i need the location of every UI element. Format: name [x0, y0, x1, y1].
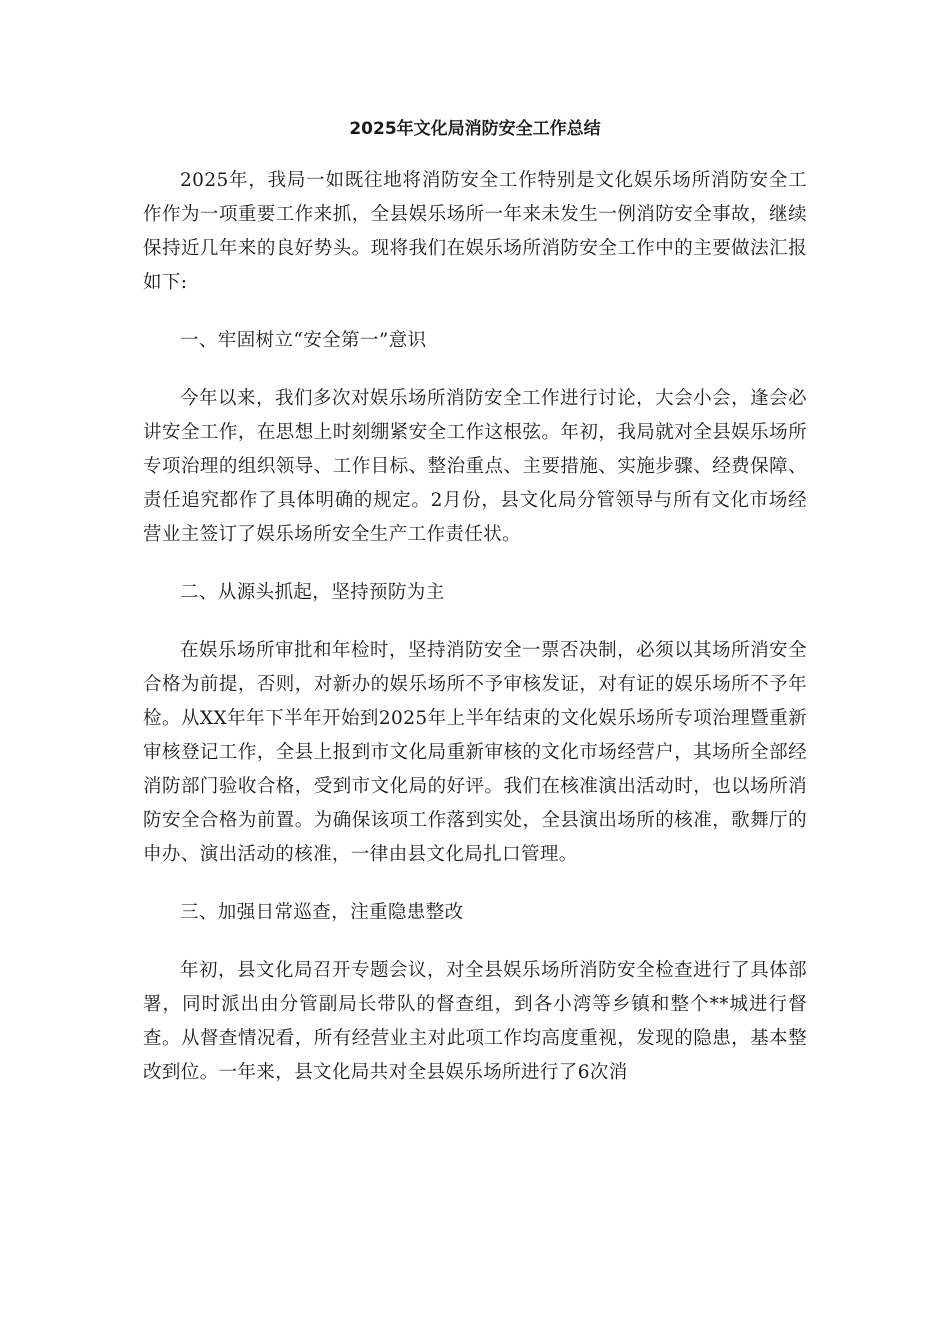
document-title: 2025年文化局消防安全工作总结 — [349, 119, 601, 139]
section-body-3: 年初，县文化局召开专题会议，对全县娱乐场所消防安全检查进行了具体部署，同时派出由分管副局长带队的督查组，到各小湾等乡镇和整个**城进行督查。从督查情况看，所有经营业主对此项工作均高度重视，发现的隐患，基本整改到位。一年来，县文化局共对全县娱乐场所进行了6次消 — [143, 960, 807, 1083]
section-heading-1: 一、牢固树立“安全第一”意识 — [180, 330, 427, 351]
intro-paragraph: 2025年，我局一如既往地将消防安全工作特别是文化娱乐场所消防安全工作作为一项重要工作来抓，全县娱乐场所一年来未发生一例消防安全事故，继续保持近几年来的良好势头。现将我们在娱乐场所消防安全工作中的主要做法汇报如下: — [143, 170, 807, 293]
section-heading-3: 三、加强日常巡查，注重隐患整改 — [180, 902, 464, 923]
section-heading-2: 二、从源头抓起，坚持预防为主 — [180, 582, 445, 603]
section-body-2: 在娱乐场所审批和年检时，坚持消防安全一票否决制，必须以其场所消安全合格为前提，否则，对新办的娱乐场所不予审核发证，对有证的娱乐场所不予年检。从XX年年下半年开始到2025年上半年结束的文化娱乐场所专项治理暨重新审核登记工作，全县上报到市文化局重新审核的文化市场经营户，其场所全部经消防部门验收合格，受到市文化局的好评。我们在核准演出活动时，也以场所消防安全合格为前置。为确保该项工作落到实处，全县演出场所的核准，歌舞厅的申办、演出活动的核准，一律由县文化局扎口管理。 — [143, 640, 807, 865]
section-body-1: 今年以来，我们多次对娱乐场所消防安全工作进行讨论，大会小会，逢会必讲安全工作，在思想上时刻绷紧安全工作这根弦。年初，我局就对全县娱乐场所专项治理的组织领导、工作目标、整治重点、主要措施、实施步骤、经费保障、责任追究都作了具体明确的规定。2月份，县文化局分管领导与所有文化市场经营业主签订了娱乐场所安全生产工作责任状。 — [143, 388, 807, 545]
